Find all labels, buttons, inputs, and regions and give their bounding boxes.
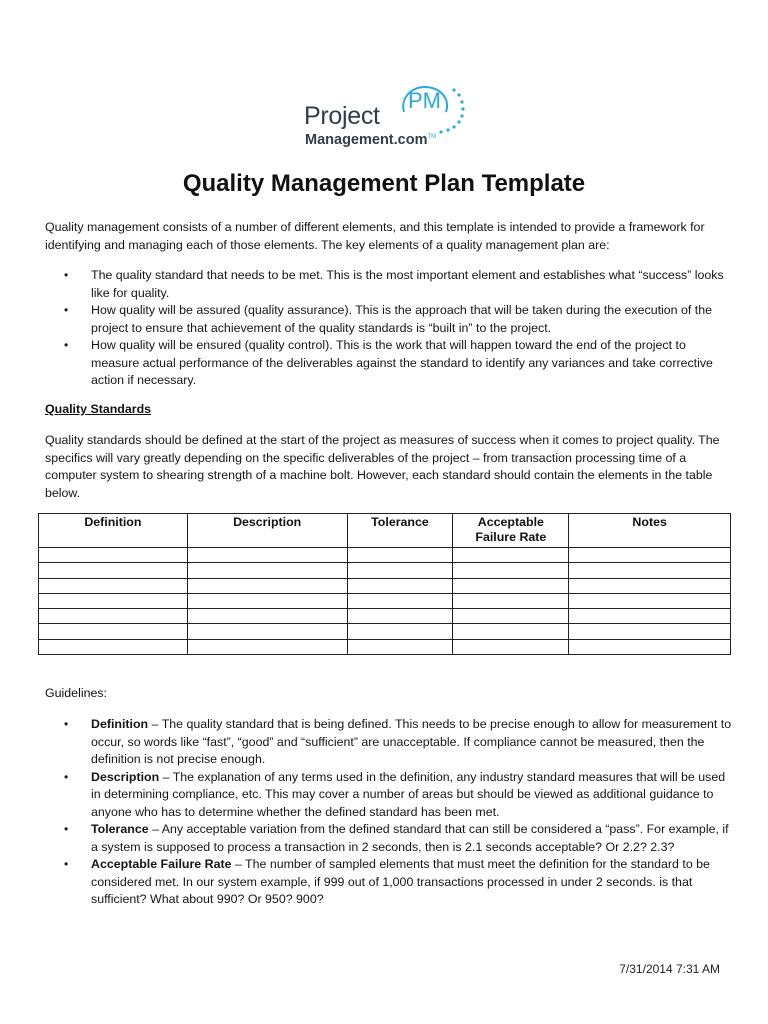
table-cell: [187, 593, 347, 608]
guideline-term: Acceptable Failure Rate: [91, 857, 232, 871]
table-row: [39, 609, 731, 624]
key-elements-list: [45, 267, 735, 390]
quality-standards-table: [38, 513, 731, 655]
table-cell: [39, 593, 188, 608]
logo-line-management: [305, 132, 436, 148]
bullet-icon: •: [64, 268, 69, 282]
table-cell: [39, 563, 188, 578]
header-notes: Notes: [569, 514, 731, 548]
table-cell: [187, 624, 347, 639]
table-cell: [347, 548, 453, 563]
guideline-term: Description: [91, 769, 160, 784]
table-header-row: [39, 514, 731, 548]
list-item: [45, 769, 735, 822]
table-row: [39, 624, 731, 639]
table-cell: [347, 624, 453, 639]
logo-domain: Management.com: [305, 132, 428, 148]
list-item-text: How quality will be assured (quality assurance). This is the approach that will be taken during the execution of the project to ensure that achievement of the quality standards is “built in” to the project.: [91, 303, 713, 335]
bullet-icon: •: [64, 857, 69, 871]
guidelines-label: Guidelines:: [45, 686, 107, 700]
section-heading-quality-standards: Quality Standards: [45, 402, 152, 416]
logo-tm: TM: [427, 134, 437, 141]
table-cell: [453, 639, 569, 654]
table-cell: [347, 578, 453, 593]
standards-paragraph: Quality standards should be defined at the start of the project as measures of success when it comes to project quality. The specifics will vary greatly depending on the specific deliverables of the project – from transaction processing time of a computer system to shearing strength of a machine bolt. However, each standard should contain the elements in the table below.: [45, 433, 720, 500]
table-cell: [347, 593, 453, 608]
table-cell: [453, 609, 569, 624]
projectmanagement-logo: [300, 82, 470, 152]
guidelines-list: [45, 716, 735, 909]
table-cell: [569, 639, 731, 654]
table-cell: [453, 563, 569, 578]
table-cell: [453, 548, 569, 563]
table-cell: [347, 563, 453, 578]
guideline-text: – Any acceptable variation from the defined standard that can still be considered a “pass”. For example, if a system is supposed to process a transaction in 2 seconds, then is 2.1 seconds acceptable? Or 2.2? 2.3?: [91, 822, 729, 854]
table-cell: [39, 609, 188, 624]
header-definition: Definition: [39, 514, 188, 548]
list-item: [45, 716, 735, 769]
header-acceptable-failure-rate: Acceptable Failure Rate: [453, 514, 569, 548]
table-cell: [569, 578, 731, 593]
bullet-icon: •: [64, 822, 69, 836]
header-description: Description: [187, 514, 347, 548]
list-item: [45, 821, 735, 856]
header-tolerance: Tolerance: [347, 514, 453, 548]
footer-timestamp: 7/31/2014 7:31 AM: [619, 962, 720, 976]
bullet-icon: •: [64, 717, 69, 731]
pm-speech-bubble-icon: [398, 82, 468, 136]
table-cell: [453, 624, 569, 639]
guideline-text: – The quality standard that is being defined. This needs to be precise enough to allow for measurement to occur, so words like “fast”, “good” and “sufficient” are unacceptable. If compliance cannot be measured, then the definition is not precise enough.: [91, 717, 732, 766]
table-row: [39, 593, 731, 608]
table-cell: [569, 624, 731, 639]
table-cell: [187, 609, 347, 624]
table-cell: [39, 624, 188, 639]
table-cell: [39, 639, 188, 654]
table-cell: [39, 578, 188, 593]
guideline-text: – The explanation of any terms used in the definition, any industry standard measures that will be used in determining compliance, etc. This may cover a number of areas but should be viewed as additional guidance to anyone who has to determine whether the defined standard has been met.: [91, 769, 726, 819]
table-cell: [347, 609, 453, 624]
list-item: [45, 856, 735, 909]
guideline-term: Definition: [91, 717, 149, 731]
table-cell: [569, 548, 731, 563]
bullet-icon: •: [64, 303, 69, 317]
table-body: [39, 548, 731, 655]
table-row: [39, 639, 731, 654]
table-cell: [569, 563, 731, 578]
table-cell: [569, 593, 731, 608]
table-cell: [569, 609, 731, 624]
table-cell: [187, 578, 347, 593]
pm-mark-text: PM: [408, 88, 441, 113]
list-item-text: How quality will be ensured (quality control). This is the work that will happen toward the end of the project to measure actual performance of the deliverables against the standard to identify any variances and take corrective action if necessary.: [91, 338, 713, 387]
table-cell: [187, 639, 347, 654]
list-item: [45, 337, 735, 390]
table-cell: [347, 639, 453, 654]
intro-paragraph: Quality management consists of a number of different elements, and this template is intended to provide a framework for identifying and managing each of those elements. The key elements of a quality management plan are:: [45, 220, 705, 252]
list-item-text: The quality standard that needs to be met. This is the most important element and establishes what “success” looks like for quality.: [91, 268, 724, 300]
guideline-term: Tolerance: [91, 822, 149, 836]
bullet-icon: •: [64, 338, 69, 352]
list-item: [45, 302, 735, 337]
table-cell: [453, 593, 569, 608]
table-row: [39, 548, 731, 563]
table-cell: [187, 563, 347, 578]
guideline-text: – The number of sampled elements that must meet the definition for the standard to be considered met. In our system example, if 999 out of 1,000 transactions processed in under 2 seconds. is that sufficient? What about 990? Or 950? 900?: [91, 857, 710, 906]
list-item: [45, 267, 735, 302]
table-cell: [39, 548, 188, 563]
bullet-icon: •: [64, 769, 69, 784]
table-cell: [187, 548, 347, 563]
table-row: [39, 578, 731, 593]
table-cell: [453, 578, 569, 593]
page-title: Quality Management Plan Template: [182, 170, 586, 197]
logo-line-project: Project: [304, 102, 380, 130]
table-row: [39, 563, 731, 578]
